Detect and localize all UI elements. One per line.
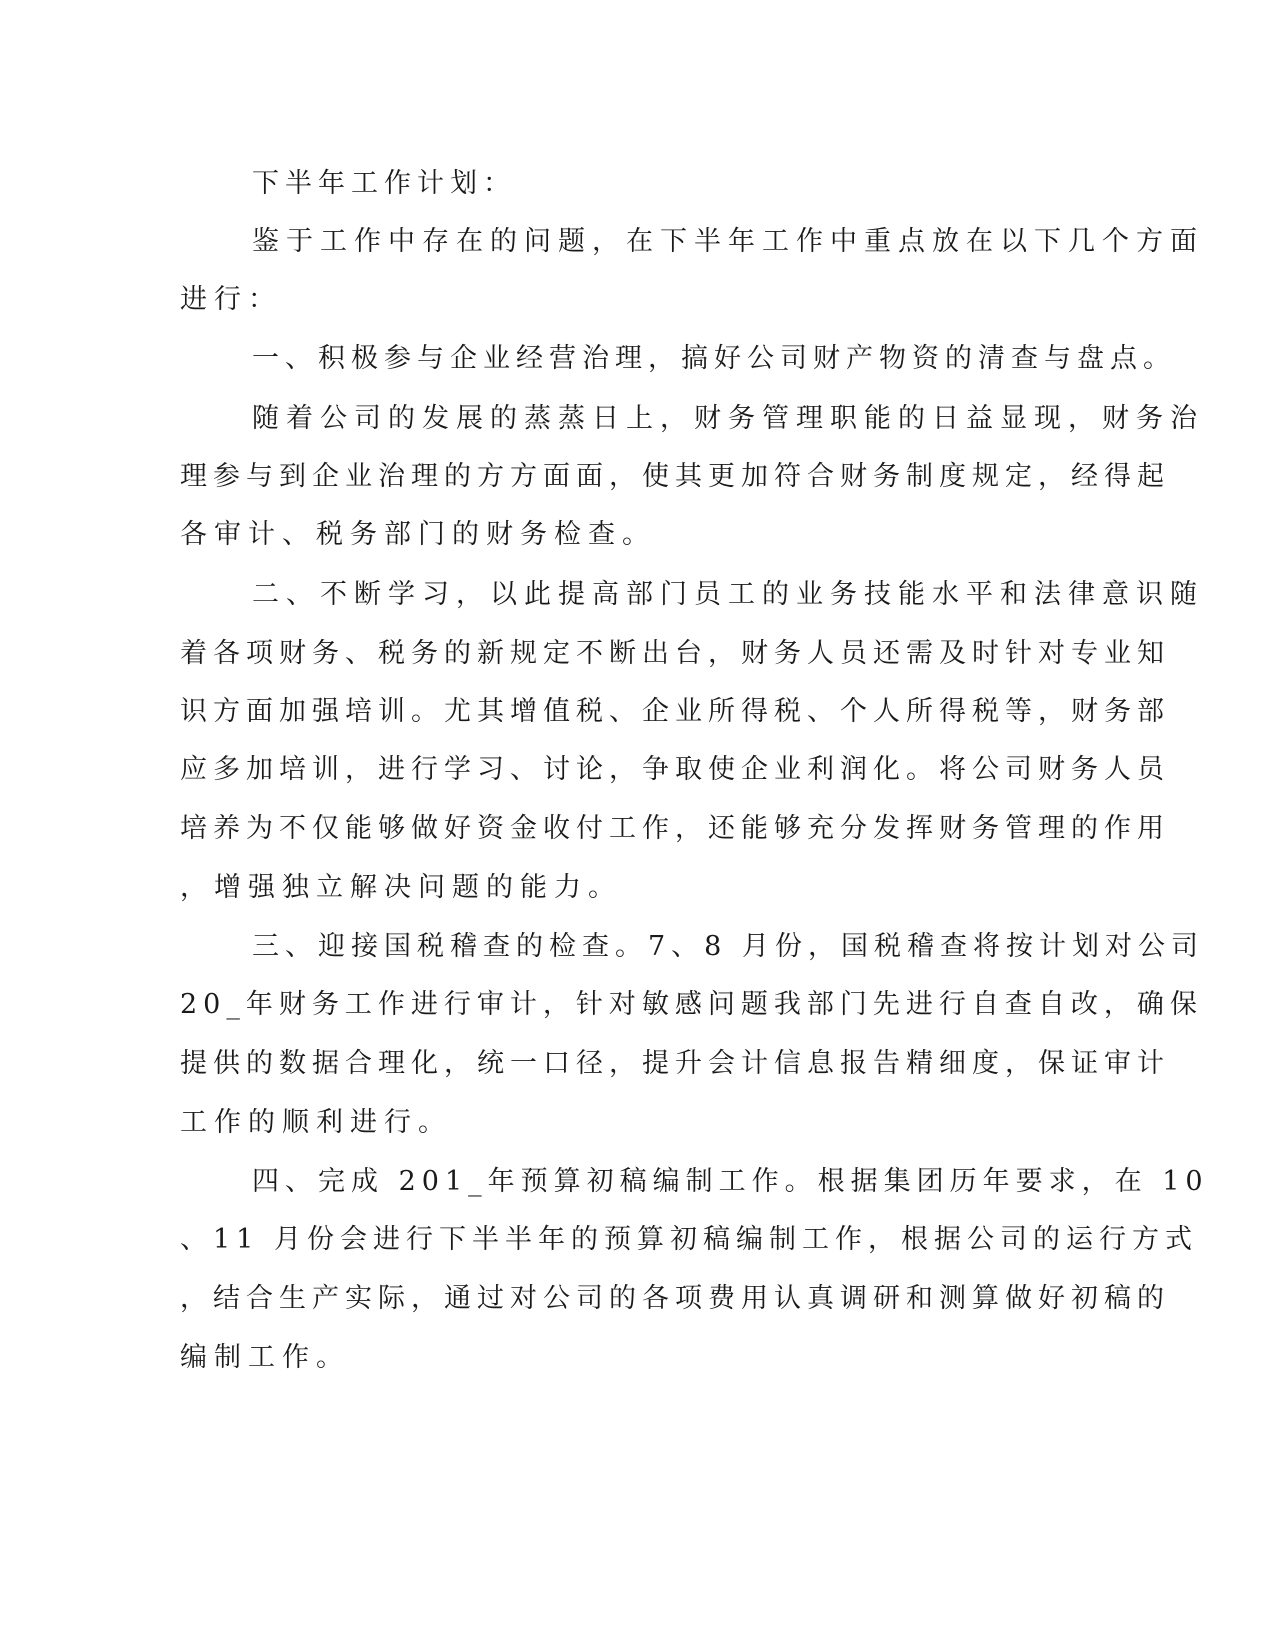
paragraph-line: 三、迎接国税稽查的检查。7、8 月份，国税稽查将按计划对公司 (252, 931, 1204, 962)
paragraph-line: 四、完成 201_年预算初稿编制工作。根据集团历年要求，在 10 (252, 1166, 1209, 1197)
paragraph-line: 鉴于工作中存在的问题，在下半年工作中重点放在以下几个方面 (252, 226, 1204, 257)
paragraph-line: 各审计、税务部门的财务检查。 (180, 519, 656, 550)
paragraph-line: 着各项财务、税务的新规定不断出台，财务人员还需及时针对专业知 (180, 638, 1170, 669)
paragraph-line: 一、积极参与企业经营治理，搞好公司财产物资的清查与盘点。 (252, 343, 1176, 374)
paragraph-line: 二、不断学习，以此提高部门员工的业务技能水平和法律意识随 (252, 579, 1204, 610)
paragraph-line: 、11 月份会进行下半半年的预算初稿编制工作，根据公司的运行方式 (180, 1224, 1198, 1255)
paragraph-line: 理参与到企业治理的方方面面，使其更加符合财务制度规定，经得起 (180, 461, 1170, 492)
paragraph-line: 提供的数据合理化，统一口径，提升会计信息报告精细度，保证审计 (180, 1048, 1170, 1079)
paragraph-line: 20_年财务工作进行审计，针对敏感问题我部门先进行自查自改，确保 (180, 989, 1203, 1020)
paragraph-line: 培养为不仅能够做好资金收付工作，还能够充分发挥财务管理的作用 (180, 813, 1170, 844)
paragraph-line: 编制工作。 (180, 1342, 350, 1373)
paragraph-line: ，增强独立解决问题的能力。 (180, 872, 622, 903)
paragraph-line: 识方面加强培训。尤其增值税、企业所得税、个人所得税等，财务部 (180, 696, 1170, 727)
paragraph-line: ，结合生产实际，通过对公司的各项费用认真调研和测算做好初稿的 (180, 1283, 1170, 1314)
paragraph-line: 工作的顺利进行。 (180, 1107, 452, 1138)
paragraph-line: 进行： (180, 284, 282, 315)
paragraph-line: 应多加培训，进行学习、讨论，争取使企业利润化。将公司财务人员 (180, 754, 1170, 785)
paragraph-line: 随着公司的发展的蒸蒸日上，财务管理职能的日益显现，财务治 (252, 403, 1204, 434)
section-heading: 下半年工作计划： (252, 168, 516, 199)
